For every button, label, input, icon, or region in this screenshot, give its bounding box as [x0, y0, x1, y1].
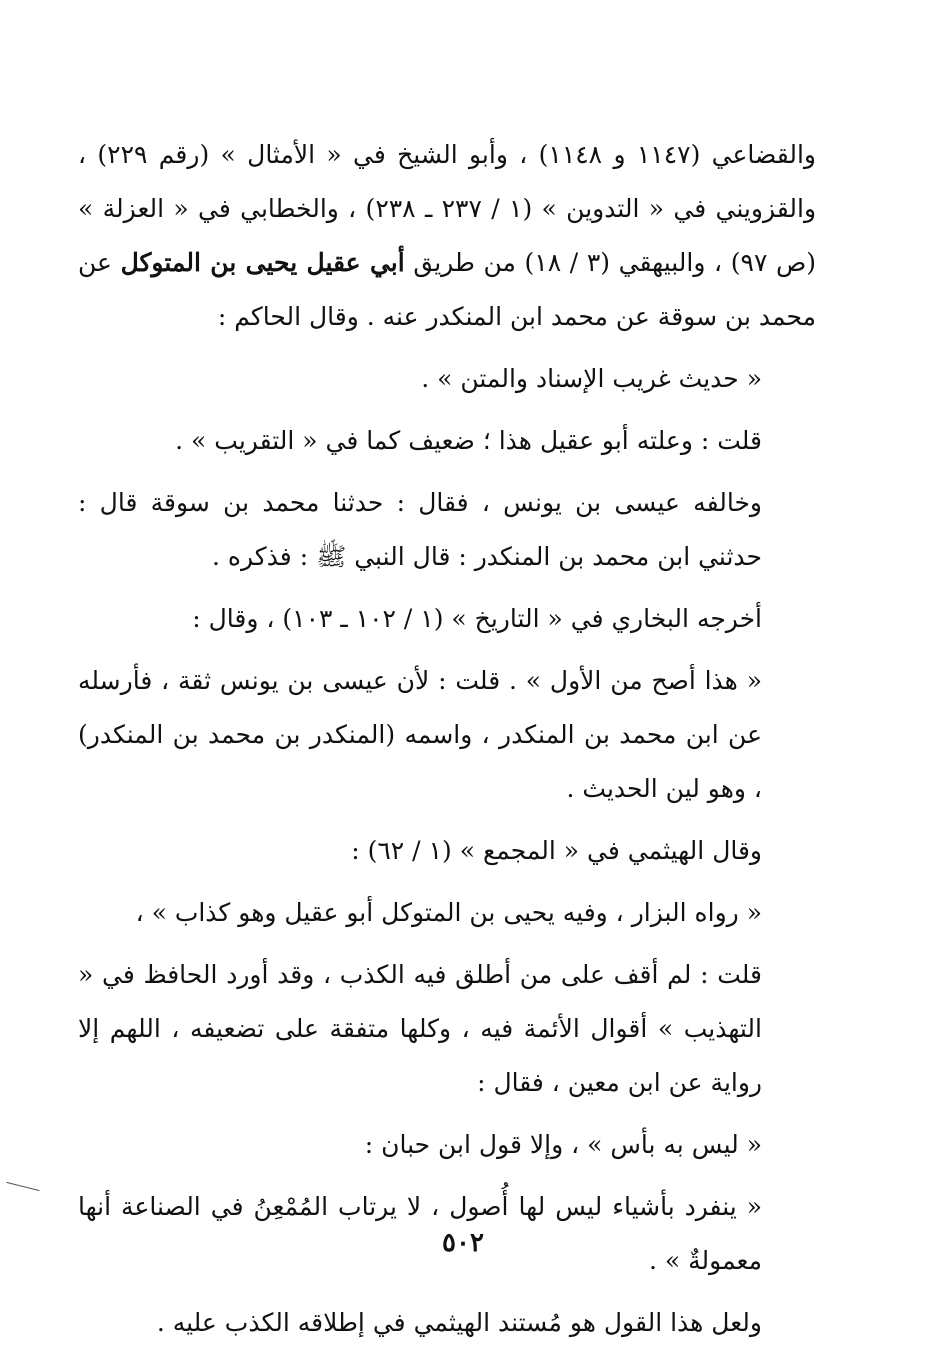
quote-bukhari: « هذا أصح من الأول » . قلت : لأن عيسى بن يونس ثقة ، فأرسله عن ابن محمد بن المنكدر ، واسمه (المنكدر بن محمد بن المنكدر) ، وهو لين الحديث . [78, 666, 762, 803]
quote-ibn-main: « ليس به بأس » ، وإلا قول ابن حبان : [364, 1130, 762, 1159]
paragraph-haythami: وقال الهيثمي في « المجمع » (١ / ٦٢) : [351, 836, 762, 865]
scan-margin-mark [6, 1182, 39, 1191]
citation-text-end: عن محمد بن سوقة عن محمد ابن المنكدر عنه . وقال الحاكم : [78, 248, 816, 331]
paragraph-isa-ibn-yunus: وخالفه عيسى بن يونس ، فقال : حدثنا محمد بن سوقة قال : حدثني ابن محمد بن المنكدر : قال النبي ﷺ : فذكره . [78, 488, 762, 571]
citation-text-start: والقضاعي (١١٤٧ و ١١٤٨) ، وأبو الشيخ في « الأمثال » (رقم ٢٢٩) ، والقزويني في « التدوين » (١ / ٢٣٧ ـ ٢٣٨) ، والخطابي في « العزلة » (ص ٩٧) ، والبيهقي (٣ / ١٨) من طريق [78, 140, 817, 277]
paragraph-bukhari: أخرجه البخاري في « التاريخ » (١ / ١٠٢ ـ ١٠٣) ، وقال : [192, 604, 762, 633]
paragraph-citations [78, 128, 816, 344]
page-number: ٥٠٢ [442, 1228, 484, 1258]
paragraph-conclusion: ولعل هذا القول هو مُستند الهيثمي في إطلاقه الكذب عليه . [156, 1308, 762, 1337]
page-body [78, 128, 816, 1358]
quote-ibn-hibban: « ينفرد بأشياء ليس لها أُصول ، لا يرتاب المُمْعِنُ في الصناعة أنها معمولةٌ » . [78, 1192, 762, 1275]
quote-hakim: « حديث غريب الإسناد والمتن » . [421, 364, 762, 393]
quote-haythami: « رواه البزار ، وفيه يحيى بن المتوكل أبو عقيل وهو كذاب » ، [135, 898, 762, 927]
paragraph-tahdhib: قلت : لم أقف على من أطلق فيه الكذب ، وقد أورد الحافظ في « التهذيب » أقوال الأئمة فيه ، وكلها متفقة على تضعيفه ، اللهم إلا رواية عن ابن معين ، فقال : [78, 960, 762, 1097]
paragraph-illa: قلت : وعلته أبو عقيل هذا ؛ ضعيف كما في « التقريب » . [175, 426, 762, 455]
narrator-name-bold: أبي عقيل يحيى بن المتوكل [120, 248, 405, 277]
